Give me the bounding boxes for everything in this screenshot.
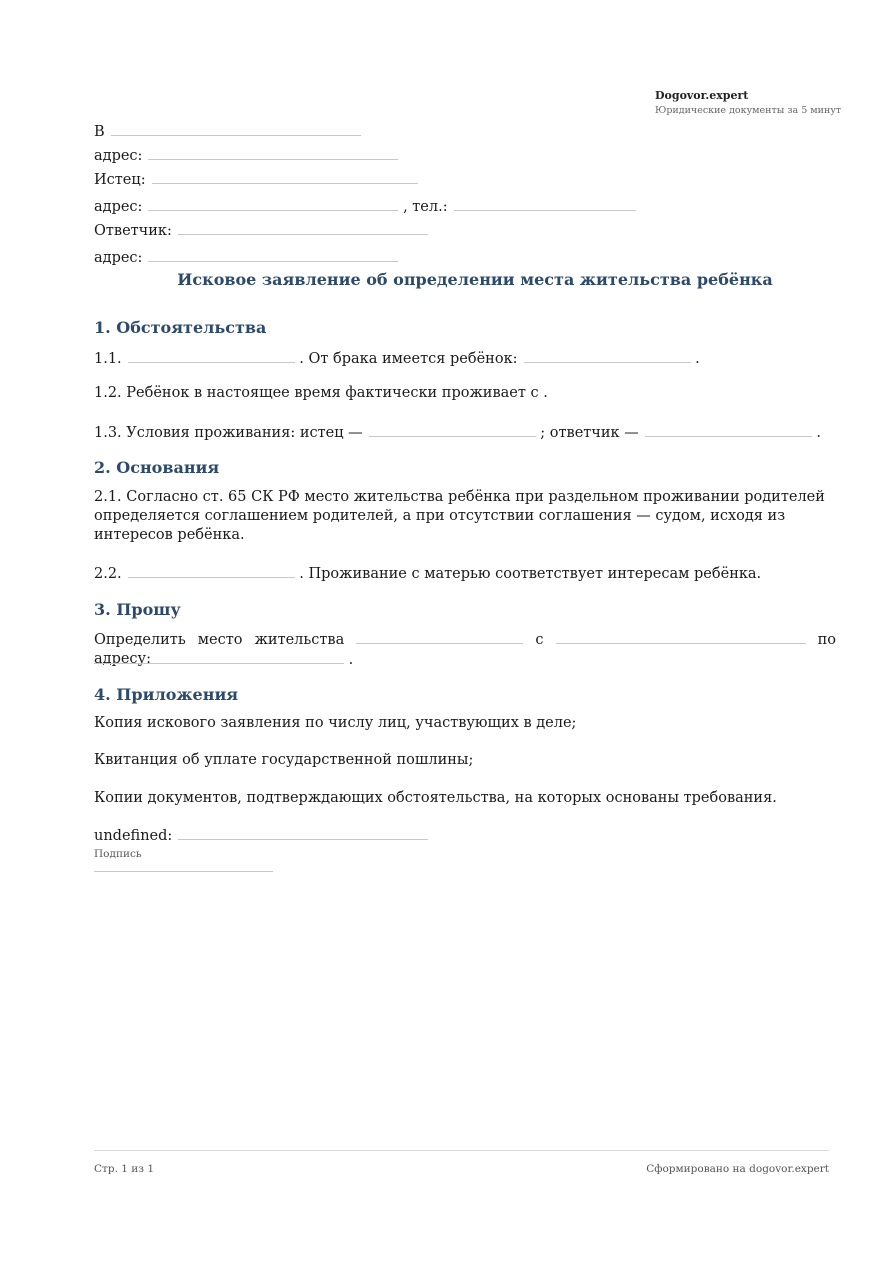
plaintiff-address-line [94, 196, 636, 216]
defendant-address-label: адрес: [94, 250, 143, 266]
court-address-blank[interactable] [148, 145, 398, 160]
attachment-item-1: Копия искового заявления по числу лиц, участвующих в деле; [94, 715, 577, 731]
clause-2-1: 2.1. Согласно ст. 65 СК РФ место жительства ребёнка при раздельном проживании родителей определяется соглашением родителей, а при отсутствии соглашения — судом, исходя из интересов ребёнка. [94, 489, 825, 543]
clause-1-3-start: 1.3. Условия проживания: истец — [94, 425, 363, 441]
clause-1-1 [94, 348, 700, 368]
clause-2-2-blank[interactable] [128, 563, 295, 578]
request-word-3: жительства [254, 632, 345, 648]
defendant-address-line [94, 247, 398, 267]
signature-label: undefined: [94, 828, 173, 844]
clause-1-3 [94, 422, 821, 442]
request-with-blank[interactable] [556, 629, 806, 644]
plaintiff-label: Истец: [94, 172, 146, 188]
clause-1-1-num: 1.1. [94, 351, 122, 367]
request-word-5: по [817, 632, 837, 648]
document-title: Исковое заявление об определении места жительства ребёнка [177, 270, 773, 289]
signature-line [94, 825, 428, 845]
request-word-2: место [197, 632, 243, 648]
page-counter: Стр. 1 из 1 [94, 1163, 155, 1175]
court-address-line [94, 145, 398, 165]
section-3-heading: 3. Прошу [94, 600, 181, 619]
clause-2-2-text: . Проживание с матерью соответствует интересам ребёнка. [299, 566, 762, 582]
clause-1-2: 1.2. Ребёнок в настоящее время фактически проживает с . [94, 385, 548, 401]
phone-label: , тел.: [403, 199, 448, 215]
request-end: . [348, 652, 354, 668]
clause-1-3-mid: ; ответчик — [540, 425, 639, 441]
plaintiff-line [94, 169, 418, 189]
court-address-label: адрес: [94, 148, 143, 164]
court-line [94, 121, 361, 141]
defendant-label: Ответчик: [94, 223, 172, 239]
request-address-blank[interactable] [94, 649, 344, 664]
clause-1-1-end: . [695, 351, 700, 367]
request-word-1: Определить [94, 632, 186, 648]
signature-underline [94, 871, 273, 872]
clause-2-2 [94, 563, 761, 583]
footer-divider [94, 1150, 829, 1151]
clause-1-3-end: . [816, 425, 821, 441]
plaintiff-blank[interactable] [152, 169, 418, 184]
brand-block [655, 88, 841, 118]
request-line-2 [94, 649, 353, 669]
section-1-heading: 1. Обстоятельства [94, 318, 267, 337]
signature-caption: Подпись [94, 848, 142, 860]
court-blank[interactable] [111, 121, 361, 136]
plaintiff-address-label: адрес: [94, 199, 143, 215]
clause-1-1-blank[interactable] [128, 348, 295, 363]
brand-name: Dogovor.expert [655, 89, 749, 102]
defendant-address-blank[interactable] [148, 247, 398, 262]
child-blank[interactable] [524, 348, 691, 363]
attachment-item-3: Копии документов, подтверждающих обстоятельства, на которых основаны требования. [94, 790, 777, 806]
court-label: В [94, 124, 105, 140]
section-4-heading: 4. Приложения [94, 685, 239, 704]
defendant-line [94, 220, 428, 240]
clause-1-1-text: . От брака имеется ребёнок: [299, 351, 518, 367]
phone-blank[interactable] [454, 196, 636, 211]
plaintiff-address-blank[interactable] [148, 196, 398, 211]
plaintiff-conditions-blank[interactable] [369, 422, 536, 437]
request-word-4: с [535, 632, 544, 648]
signature-blank[interactable] [178, 825, 428, 840]
request-whom-blank[interactable] [356, 629, 523, 644]
request-word-6: адресу: [94, 651, 151, 667]
brand-tagline: Юридические документы за 5 минут [655, 105, 842, 116]
footer-generated: Сформировано на dogovor.expert [646, 1163, 829, 1175]
clause-2-2-num: 2.2. [94, 566, 122, 582]
defendant-blank[interactable] [178, 220, 428, 235]
defendant-conditions-blank[interactable] [645, 422, 812, 437]
section-2-heading: 2. Основания [94, 458, 220, 477]
attachment-item-2: Квитанция об уплате государственной пошлины; [94, 752, 474, 768]
